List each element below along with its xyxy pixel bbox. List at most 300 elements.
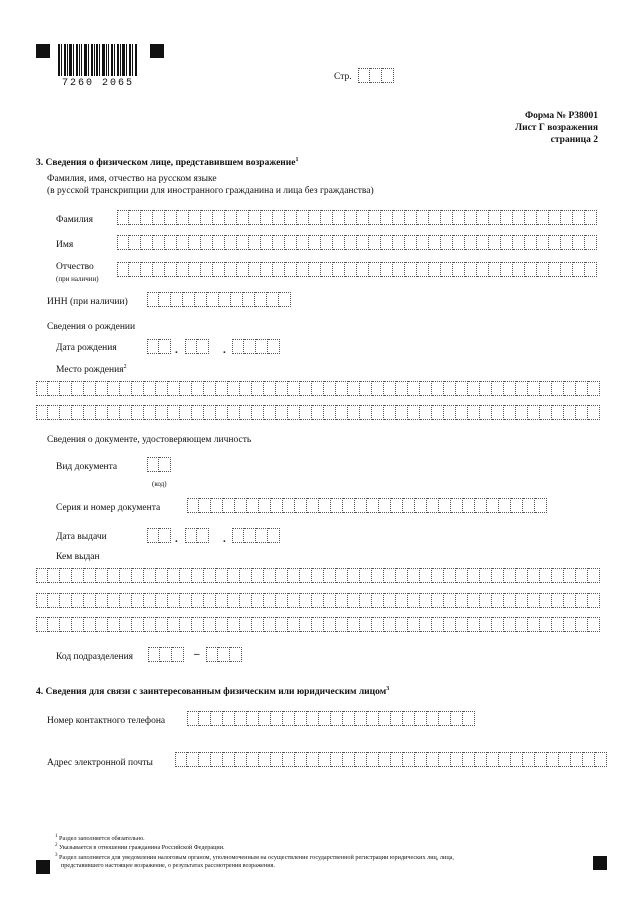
- input-cell[interactable]: [120, 381, 132, 396]
- phone-cells[interactable]: [187, 711, 475, 726]
- input-cell[interactable]: [312, 568, 324, 583]
- input-cell[interactable]: [343, 498, 355, 513]
- input-cell[interactable]: [427, 498, 439, 513]
- input-cell[interactable]: [213, 210, 225, 225]
- input-cell[interactable]: [324, 617, 336, 632]
- input-cell[interactable]: [487, 498, 499, 513]
- input-cell[interactable]: [451, 498, 463, 513]
- input-cell[interactable]: [252, 381, 264, 396]
- input-cell[interactable]: [348, 617, 360, 632]
- input-cell[interactable]: [379, 498, 391, 513]
- patronymic-cells[interactable]: [117, 262, 597, 277]
- input-cell[interactable]: [561, 235, 573, 250]
- input-cell[interactable]: [192, 405, 204, 420]
- input-cell[interactable]: [159, 339, 171, 354]
- input-cell[interactable]: [225, 235, 237, 250]
- input-cell[interactable]: [588, 617, 600, 632]
- input-cell[interactable]: [540, 405, 552, 420]
- input-cell[interactable]: [183, 292, 195, 307]
- input-cell[interactable]: [60, 381, 72, 396]
- input-cell[interactable]: [432, 568, 444, 583]
- input-cell[interactable]: [252, 405, 264, 420]
- input-cell[interactable]: [444, 593, 456, 608]
- input-cell[interactable]: [156, 593, 168, 608]
- input-cell[interactable]: [456, 405, 468, 420]
- input-cell[interactable]: [235, 498, 247, 513]
- input-cell[interactable]: [379, 711, 391, 726]
- input-cell[interactable]: [156, 381, 168, 396]
- input-cell[interactable]: [336, 593, 348, 608]
- input-cell[interactable]: [540, 617, 552, 632]
- input-cell[interactable]: [537, 262, 549, 277]
- input-cell[interactable]: [465, 210, 477, 225]
- input-cell[interactable]: [225, 210, 237, 225]
- birth-place-cells-row-1[interactable]: [36, 381, 600, 396]
- input-cell[interactable]: [249, 262, 261, 277]
- input-cell[interactable]: [96, 381, 108, 396]
- input-cell[interactable]: [216, 405, 228, 420]
- input-cell[interactable]: [96, 617, 108, 632]
- input-cell[interactable]: [408, 593, 420, 608]
- input-cell[interactable]: [168, 593, 180, 608]
- input-cell[interactable]: [504, 405, 516, 420]
- input-cell[interactable]: [444, 617, 456, 632]
- input-cell[interactable]: [307, 498, 319, 513]
- input-cell[interactable]: [261, 235, 273, 250]
- input-cell[interactable]: [141, 235, 153, 250]
- input-cell[interactable]: [370, 68, 382, 83]
- input-cell[interactable]: [117, 262, 129, 277]
- input-cell[interactable]: [444, 405, 456, 420]
- input-cell[interactable]: [372, 568, 384, 583]
- input-cell[interactable]: [513, 235, 525, 250]
- input-cell[interactable]: [48, 593, 60, 608]
- input-cell[interactable]: [336, 405, 348, 420]
- input-cell[interactable]: [333, 235, 345, 250]
- input-cell[interactable]: [417, 235, 429, 250]
- input-cell[interactable]: [300, 617, 312, 632]
- input-cell[interactable]: [348, 405, 360, 420]
- input-cell[interactable]: [129, 210, 141, 225]
- input-cell[interactable]: [244, 339, 256, 354]
- input-cell[interactable]: [72, 405, 84, 420]
- input-cell[interactable]: [276, 593, 288, 608]
- input-cell[interactable]: [297, 262, 309, 277]
- input-cell[interactable]: [420, 405, 432, 420]
- input-cell[interactable]: [336, 381, 348, 396]
- input-cell[interactable]: [429, 235, 441, 250]
- input-cell[interactable]: [36, 381, 48, 396]
- input-cell[interactable]: [288, 381, 300, 396]
- input-cell[interactable]: [185, 339, 197, 354]
- input-cell[interactable]: [357, 235, 369, 250]
- input-cell[interactable]: [348, 568, 360, 583]
- input-cell[interactable]: [408, 405, 420, 420]
- input-cell[interactable]: [475, 752, 487, 767]
- input-cell[interactable]: [189, 210, 201, 225]
- input-cell[interactable]: [297, 235, 309, 250]
- surname-cells[interactable]: [117, 210, 597, 225]
- input-cell[interactable]: [585, 210, 597, 225]
- input-cell[interactable]: [501, 235, 513, 250]
- input-cell[interactable]: [384, 617, 396, 632]
- input-cell[interactable]: [264, 381, 276, 396]
- input-cell[interactable]: [516, 593, 528, 608]
- input-cell[interactable]: [309, 262, 321, 277]
- input-cell[interactable]: [403, 498, 415, 513]
- input-cell[interactable]: [540, 593, 552, 608]
- input-cell[interactable]: [84, 568, 96, 583]
- input-cell[interactable]: [165, 210, 177, 225]
- input-cell[interactable]: [501, 210, 513, 225]
- input-cell[interactable]: [369, 262, 381, 277]
- input-cell[interactable]: [453, 210, 465, 225]
- input-cell[interactable]: [420, 568, 432, 583]
- birth-place-cells-row-2[interactable]: [36, 405, 600, 420]
- input-cell[interactable]: [271, 752, 283, 767]
- input-cell[interactable]: [504, 593, 516, 608]
- input-cell[interactable]: [405, 262, 417, 277]
- birth-year-cells[interactable]: [232, 339, 280, 354]
- input-cell[interactable]: [165, 235, 177, 250]
- input-cell[interactable]: [528, 617, 540, 632]
- input-cell[interactable]: [573, 262, 585, 277]
- input-cell[interactable]: [331, 498, 343, 513]
- input-cell[interactable]: [216, 617, 228, 632]
- input-cell[interactable]: [540, 381, 552, 396]
- input-cell[interactable]: [216, 568, 228, 583]
- input-cell[interactable]: [528, 568, 540, 583]
- input-cell[interactable]: [243, 292, 255, 307]
- doc-series-cells[interactable]: [187, 498, 547, 513]
- input-cell[interactable]: [159, 528, 171, 543]
- input-cell[interactable]: [504, 381, 516, 396]
- input-cell[interactable]: [132, 617, 144, 632]
- input-cell[interactable]: [417, 210, 429, 225]
- input-cell[interactable]: [132, 593, 144, 608]
- input-cell[interactable]: [456, 381, 468, 396]
- input-cell[interactable]: [357, 262, 369, 277]
- input-cell[interactable]: [117, 210, 129, 225]
- input-cell[interactable]: [463, 498, 475, 513]
- input-cell[interactable]: [300, 405, 312, 420]
- input-cell[interactable]: [336, 568, 348, 583]
- input-cell[interactable]: [561, 262, 573, 277]
- input-cell[interactable]: [199, 752, 211, 767]
- input-cell[interactable]: [331, 711, 343, 726]
- input-cell[interactable]: [240, 617, 252, 632]
- input-cell[interactable]: [108, 405, 120, 420]
- input-cell[interactable]: [528, 381, 540, 396]
- input-cell[interactable]: [564, 617, 576, 632]
- input-cell[interactable]: [247, 752, 259, 767]
- input-cell[interactable]: [372, 617, 384, 632]
- input-cell[interactable]: [36, 405, 48, 420]
- input-cell[interactable]: [319, 752, 331, 767]
- input-cell[interactable]: [180, 617, 192, 632]
- input-cell[interactable]: [331, 752, 343, 767]
- input-cell[interactable]: [345, 210, 357, 225]
- input-cell[interactable]: [415, 711, 427, 726]
- input-cell[interactable]: [206, 647, 218, 662]
- input-cell[interactable]: [283, 498, 295, 513]
- input-cell[interactable]: [129, 235, 141, 250]
- input-cell[interactable]: [336, 617, 348, 632]
- input-cell[interactable]: [552, 405, 564, 420]
- input-cell[interactable]: [144, 568, 156, 583]
- input-cell[interactable]: [576, 405, 588, 420]
- input-cell[interactable]: [564, 381, 576, 396]
- input-cell[interactable]: [147, 292, 159, 307]
- input-cell[interactable]: [48, 568, 60, 583]
- input-cell[interactable]: [195, 292, 207, 307]
- input-cell[interactable]: [309, 235, 321, 250]
- input-cell[interactable]: [439, 752, 451, 767]
- input-cell[interactable]: [480, 593, 492, 608]
- input-cell[interactable]: [439, 498, 451, 513]
- input-cell[interactable]: [585, 235, 597, 250]
- input-cell[interactable]: [372, 381, 384, 396]
- input-cell[interactable]: [268, 528, 280, 543]
- input-cell[interactable]: [382, 68, 394, 83]
- input-cell[interactable]: [240, 381, 252, 396]
- input-cell[interactable]: [36, 617, 48, 632]
- input-cell[interactable]: [228, 405, 240, 420]
- input-cell[interactable]: [218, 647, 230, 662]
- input-cell[interactable]: [120, 617, 132, 632]
- input-cell[interactable]: [511, 752, 523, 767]
- input-cell[interactable]: [264, 617, 276, 632]
- input-cell[interactable]: [405, 235, 417, 250]
- input-cell[interactable]: [432, 381, 444, 396]
- input-cell[interactable]: [489, 210, 501, 225]
- input-cell[interactable]: [213, 262, 225, 277]
- input-cell[interactable]: [187, 752, 199, 767]
- input-cell[interactable]: [285, 235, 297, 250]
- input-cell[interactable]: [216, 381, 228, 396]
- input-cell[interactable]: [451, 752, 463, 767]
- input-cell[interactable]: [480, 617, 492, 632]
- input-cell[interactable]: [228, 381, 240, 396]
- input-cell[interactable]: [367, 711, 379, 726]
- input-cell[interactable]: [372, 405, 384, 420]
- input-cell[interactable]: [393, 210, 405, 225]
- input-cell[interactable]: [432, 405, 444, 420]
- input-cell[interactable]: [259, 752, 271, 767]
- input-cell[interactable]: [187, 498, 199, 513]
- input-cell[interactable]: [264, 405, 276, 420]
- input-cell[interactable]: [588, 593, 600, 608]
- input-cell[interactable]: [420, 617, 432, 632]
- email-cells[interactable]: [175, 752, 607, 767]
- issued-by-cells-row-1[interactable]: [36, 568, 600, 583]
- input-cell[interactable]: [199, 498, 211, 513]
- issued-by-cells-row-2[interactable]: [36, 593, 600, 608]
- input-cell[interactable]: [231, 292, 243, 307]
- input-cell[interactable]: [60, 617, 72, 632]
- input-cell[interactable]: [552, 568, 564, 583]
- input-cell[interactable]: [288, 405, 300, 420]
- input-cell[interactable]: [319, 498, 331, 513]
- input-cell[interactable]: [144, 593, 156, 608]
- input-cell[interactable]: [564, 405, 576, 420]
- input-cell[interactable]: [144, 381, 156, 396]
- input-cell[interactable]: [197, 528, 209, 543]
- input-cell[interactable]: [223, 752, 235, 767]
- input-cell[interactable]: [487, 752, 499, 767]
- input-cell[interactable]: [147, 528, 159, 543]
- input-cell[interactable]: [499, 752, 511, 767]
- input-cell[interactable]: [72, 381, 84, 396]
- input-cell[interactable]: [252, 593, 264, 608]
- input-cell[interactable]: [237, 235, 249, 250]
- input-cell[interactable]: [48, 405, 60, 420]
- page-number-cells[interactable]: [358, 68, 394, 83]
- input-cell[interactable]: [537, 235, 549, 250]
- input-cell[interactable]: [549, 262, 561, 277]
- input-cell[interactable]: [177, 262, 189, 277]
- input-cell[interactable]: [264, 593, 276, 608]
- input-cell[interactable]: [516, 381, 528, 396]
- input-cell[interactable]: [415, 752, 427, 767]
- issue-month-cells[interactable]: [185, 528, 209, 543]
- input-cell[interactable]: [535, 752, 547, 767]
- input-cell[interactable]: [321, 210, 333, 225]
- input-cell[interactable]: [585, 262, 597, 277]
- input-cell[interactable]: [511, 498, 523, 513]
- input-cell[interactable]: [247, 711, 259, 726]
- input-cell[interactable]: [60, 405, 72, 420]
- input-cell[interactable]: [141, 210, 153, 225]
- input-cell[interactable]: [156, 405, 168, 420]
- input-cell[interactable]: [156, 617, 168, 632]
- input-cell[interactable]: [144, 405, 156, 420]
- input-cell[interactable]: [492, 381, 504, 396]
- input-cell[interactable]: [223, 711, 235, 726]
- input-cell[interactable]: [360, 593, 372, 608]
- input-cell[interactable]: [408, 381, 420, 396]
- input-cell[interactable]: [171, 292, 183, 307]
- input-cell[interactable]: [583, 752, 595, 767]
- input-cell[interactable]: [197, 339, 209, 354]
- input-cell[interactable]: [84, 617, 96, 632]
- issue-day-cells[interactable]: [147, 528, 171, 543]
- input-cell[interactable]: [384, 381, 396, 396]
- input-cell[interactable]: [307, 752, 319, 767]
- input-cell[interactable]: [393, 235, 405, 250]
- input-cell[interactable]: [172, 647, 184, 662]
- input-cell[interactable]: [573, 235, 585, 250]
- input-cell[interactable]: [189, 235, 201, 250]
- input-cell[interactable]: [415, 498, 427, 513]
- input-cell[interactable]: [153, 262, 165, 277]
- issued-by-cells-row-3[interactable]: [36, 617, 600, 632]
- input-cell[interactable]: [165, 262, 177, 277]
- input-cell[interactable]: [492, 405, 504, 420]
- input-cell[interactable]: [525, 210, 537, 225]
- input-cell[interactable]: [129, 262, 141, 277]
- input-cell[interactable]: [261, 262, 273, 277]
- input-cell[interactable]: [559, 752, 571, 767]
- input-cell[interactable]: [219, 292, 231, 307]
- input-cell[interactable]: [427, 711, 439, 726]
- input-cell[interactable]: [300, 381, 312, 396]
- input-cell[interactable]: [420, 381, 432, 396]
- input-cell[interactable]: [324, 405, 336, 420]
- input-cell[interactable]: [552, 617, 564, 632]
- input-cell[interactable]: [381, 235, 393, 250]
- input-cell[interactable]: [360, 405, 372, 420]
- input-cell[interactable]: [307, 711, 319, 726]
- input-cell[interactable]: [343, 752, 355, 767]
- input-cell[interactable]: [463, 752, 475, 767]
- input-cell[interactable]: [256, 339, 268, 354]
- input-cell[interactable]: [552, 381, 564, 396]
- input-cell[interactable]: [477, 235, 489, 250]
- input-cell[interactable]: [156, 568, 168, 583]
- input-cell[interactable]: [295, 752, 307, 767]
- input-cell[interactable]: [261, 210, 273, 225]
- input-cell[interactable]: [267, 292, 279, 307]
- input-cell[interactable]: [312, 405, 324, 420]
- input-cell[interactable]: [381, 262, 393, 277]
- input-cell[interactable]: [480, 381, 492, 396]
- input-cell[interactable]: [204, 568, 216, 583]
- input-cell[interactable]: [345, 235, 357, 250]
- input-cell[interactable]: [180, 405, 192, 420]
- input-cell[interactable]: [159, 457, 171, 472]
- input-cell[interactable]: [348, 593, 360, 608]
- input-cell[interactable]: [456, 617, 468, 632]
- input-cell[interactable]: [247, 498, 259, 513]
- input-cell[interactable]: [177, 235, 189, 250]
- input-cell[interactable]: [211, 498, 223, 513]
- input-cell[interactable]: [523, 752, 535, 767]
- input-cell[interactable]: [384, 405, 396, 420]
- division-code-cells-2[interactable]: [206, 647, 242, 662]
- input-cell[interactable]: [595, 752, 607, 767]
- input-cell[interactable]: [516, 405, 528, 420]
- input-cell[interactable]: [168, 568, 180, 583]
- input-cell[interactable]: [232, 339, 244, 354]
- input-cell[interactable]: [201, 210, 213, 225]
- input-cell[interactable]: [117, 235, 129, 250]
- input-cell[interactable]: [492, 593, 504, 608]
- input-cell[interactable]: [576, 381, 588, 396]
- input-cell[interactable]: [192, 568, 204, 583]
- input-cell[interactable]: [477, 210, 489, 225]
- input-cell[interactable]: [588, 381, 600, 396]
- input-cell[interactable]: [408, 617, 420, 632]
- input-cell[interactable]: [132, 568, 144, 583]
- input-cell[interactable]: [148, 647, 160, 662]
- input-cell[interactable]: [159, 292, 171, 307]
- input-cell[interactable]: [160, 647, 172, 662]
- input-cell[interactable]: [204, 593, 216, 608]
- input-cell[interactable]: [396, 381, 408, 396]
- input-cell[interactable]: [381, 210, 393, 225]
- input-cell[interactable]: [537, 210, 549, 225]
- input-cell[interactable]: [372, 593, 384, 608]
- input-cell[interactable]: [276, 617, 288, 632]
- input-cell[interactable]: [432, 617, 444, 632]
- input-cell[interactable]: [547, 752, 559, 767]
- input-cell[interactable]: [489, 235, 501, 250]
- input-cell[interactable]: [429, 262, 441, 277]
- input-cell[interactable]: [535, 498, 547, 513]
- input-cell[interactable]: [501, 262, 513, 277]
- input-cell[interactable]: [525, 235, 537, 250]
